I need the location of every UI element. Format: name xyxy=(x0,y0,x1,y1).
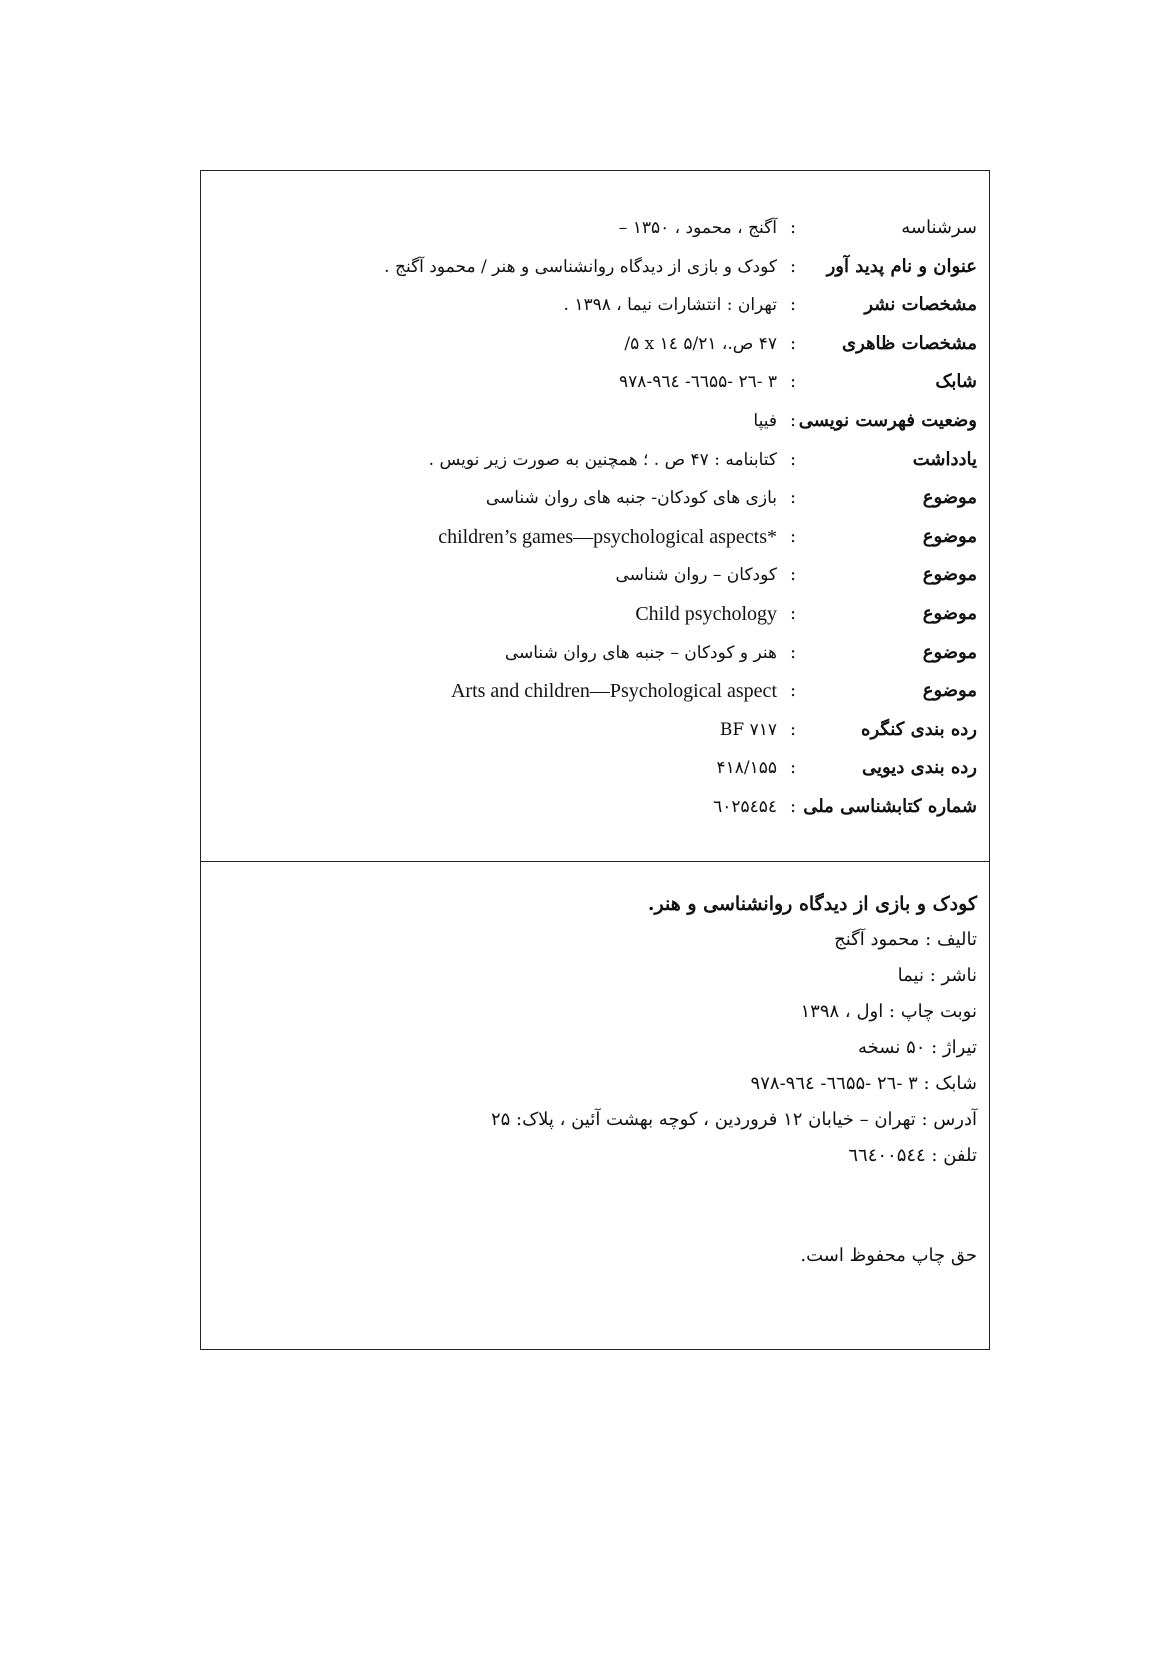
catalog-value: کودکان – روان شناسی xyxy=(615,565,777,586)
catalog-value: بازی های کودکان- جنبه های روان شناسی xyxy=(485,488,777,509)
catalog-value: ۳ -۲٦ -٦٦۵۵- ۹٦٤-۹۷۸ xyxy=(619,372,777,393)
imprint-circulation: تیراژ : ۵۰ نسخه xyxy=(858,1037,977,1058)
catalog-colon: : xyxy=(789,757,797,779)
catalog-row xyxy=(201,209,989,247)
catalog-value: ٦۰۲۵٤۵٤ xyxy=(713,797,777,817)
catalog-row xyxy=(201,286,989,324)
catalog-label: رده بندی کنگره xyxy=(861,718,977,740)
catalog-row xyxy=(201,441,989,479)
catalog-label: رده بندی دیویی xyxy=(862,757,977,779)
catalog-colon: : xyxy=(789,371,797,393)
catalog-label: شابک xyxy=(935,371,977,393)
catalog-value: children’s games—psychological aspects* xyxy=(438,525,777,548)
catalog-value: آگنج ، محمود ، ۱۳۵۰ – xyxy=(618,218,777,238)
catalog-row xyxy=(201,634,989,672)
catalog-colon: : xyxy=(789,332,797,354)
catalog-label: موضوع xyxy=(922,680,977,702)
catalog-row xyxy=(201,711,989,749)
catalog-row xyxy=(201,556,989,594)
catalog-colon: : xyxy=(789,448,797,470)
catalog-value: کتابنامه : ۴۷ ص . ؛ همچنین به صورت زیر نویس . xyxy=(428,449,777,470)
catalog-colon: : xyxy=(789,255,797,277)
catalog-value: ۷۱۷ BF xyxy=(719,719,777,740)
catalog-value: فیپا xyxy=(753,411,777,431)
catalog-colon: : xyxy=(789,294,797,316)
catalog-colon: : xyxy=(789,641,797,663)
catalog-value: ۴۱۸/۱۵۵ xyxy=(716,758,777,779)
catalog-colon: : xyxy=(789,525,797,547)
catalog-row xyxy=(201,788,989,826)
catalog-colon: : xyxy=(789,564,797,586)
catalog-row xyxy=(201,479,989,517)
catalog-label: موضوع xyxy=(922,641,977,663)
catalog-value: تهران : انتشارات نیما ، ۱۳۹۸ . xyxy=(563,295,777,316)
catalog-label: عنوان و نام پدید آور xyxy=(826,255,977,277)
catalog-colon: : xyxy=(789,796,797,817)
catalog-colon: : xyxy=(789,718,797,740)
catalog-value: Child psychology xyxy=(635,603,777,625)
catalog-row xyxy=(201,749,989,787)
catalog-label: موضوع xyxy=(922,603,977,624)
catalog-label: شماره کتابشناسی ملی xyxy=(803,796,977,817)
catalog-row xyxy=(201,325,989,363)
catalog-label: یادداشت xyxy=(912,448,977,470)
catalog-frame xyxy=(200,170,990,1350)
copyright-notice: حق چاپ محفوظ است. xyxy=(800,1245,977,1266)
catalog-colon: : xyxy=(789,487,797,509)
imprint-address: آدرس : تهران – خیابان ۱۲ فروردین ، کوچه بهشت آئین ، پلاک: ۲۵ xyxy=(490,1109,977,1130)
catalog-value: Arts and children—Psychological aspect xyxy=(450,680,777,703)
catalog-row xyxy=(201,363,989,401)
catalog-label: موضوع xyxy=(922,487,977,509)
imprint-edition: نوبت چاپ : اول ، ۱۳۹۸ xyxy=(800,1001,977,1022)
imprint-title: کودک و بازی از دیدگاه روانشناسی و هنر. xyxy=(647,893,977,915)
catalog-value: هنر و کودکان – جنبه های روان شناسی xyxy=(504,642,777,663)
section-divider xyxy=(201,861,989,862)
imprint-publisher: ناشر : نیما xyxy=(897,965,977,986)
imprint-phone: تلفن : ٦٦٤۰۰۵٤٤ xyxy=(848,1145,977,1166)
catalog-colon: : xyxy=(789,217,797,238)
imprint-author: تالیف : محمود آگنج xyxy=(834,929,977,950)
catalog-value: کودک و بازی از دیدگاه روانشناسی و هنر / محمود آگنج . xyxy=(384,256,777,277)
catalog-label: موضوع xyxy=(922,564,977,586)
catalog-colon: : xyxy=(789,410,797,431)
catalog-value: ۴۷ ص.، ۵/۲۱ x ۱٤ ۵/ xyxy=(624,333,777,354)
catalog-row xyxy=(201,595,989,633)
catalog-label: سرشناسه xyxy=(901,217,977,238)
catalog-row xyxy=(201,672,989,710)
catalog-row xyxy=(201,402,989,440)
catalog-colon: : xyxy=(789,603,797,624)
catalog-label: مشخصات ظاهری xyxy=(842,332,977,354)
imprint-isbn: شابک : ۳ -۲٦ -٦٦۵۵- ۹٦٤-۹۷۸ xyxy=(750,1073,977,1094)
catalog-label: مشخصات نشر xyxy=(864,294,977,316)
catalog-label: وضعیت فهرست نویسی xyxy=(798,410,977,431)
catalog-label: موضوع xyxy=(922,525,977,547)
catalog-row xyxy=(201,248,989,286)
catalog-row xyxy=(201,518,989,556)
catalog-colon: : xyxy=(789,680,797,702)
